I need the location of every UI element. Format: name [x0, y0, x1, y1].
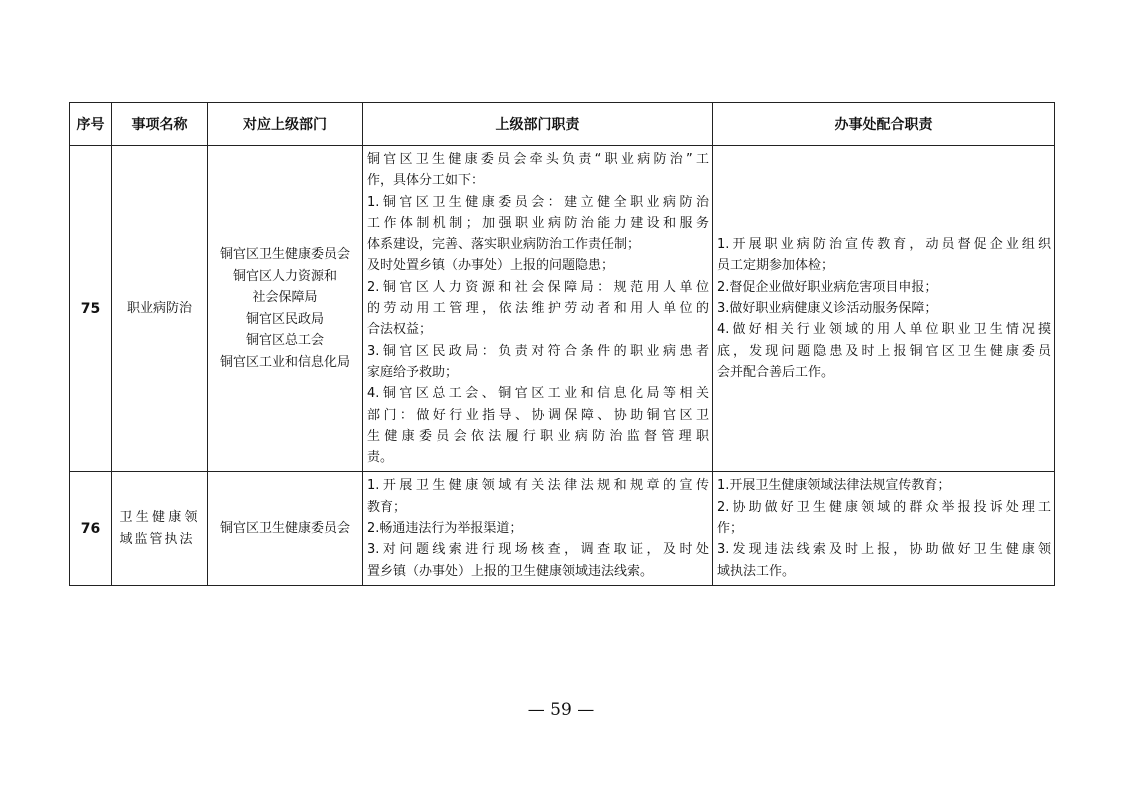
item-name: 职业病防治 [126, 300, 192, 316]
header-item-name: 事项名称 [112, 103, 208, 146]
superior-dept: 铜官区工业和信息化局 [219, 354, 350, 370]
superior-duty-line: 及时处置乡镇（办事处）上报的问题隐患； [367, 258, 615, 274]
header-row [70, 103, 1055, 146]
superior-duty-line: 置乡镇（办事处）上报的卫生健康领域违法线索。 [367, 563, 654, 579]
superior-duty-line: 3.铜官区民政局：负责对符合条件的职业病患者 [367, 343, 709, 359]
row-number: 76 [70, 472, 112, 585]
header-office-duty: 办事处配合职责 [713, 103, 1055, 146]
superior-duty-line: 责。 [367, 450, 394, 466]
superior-duty-line: 2.畅通违法行为举报渠道； [367, 521, 523, 537]
superior-duty-line: 1.铜官区卫生健康委员会：建立健全职业病防治 [367, 194, 709, 210]
superior-duty-cell [363, 472, 713, 585]
office-duty-line: 3.发现违法线索及时上报，协助做好卫生健康领 [717, 542, 1051, 558]
superior-duty-line: 家庭给予救助； [367, 364, 459, 380]
superior-duty-line: 作，具体分工如下： [367, 173, 485, 189]
office-duty-cell [713, 472, 1055, 585]
table-row [70, 146, 1055, 472]
row-number: 75 [70, 146, 112, 472]
superior-dept: 铜官区民政局 [245, 311, 324, 327]
office-duty-line: 2.督促企业做好职业病危害项目申报； [717, 279, 938, 295]
superior-duty-line: 4.铜官区总工会、铜官区工业和信息化局等相关 [367, 386, 709, 402]
superior-duty-line: 2.铜官区人力资源和社会保障局：规范用人单位 [367, 279, 709, 295]
header-superior-duty: 上级部门职责 [363, 103, 713, 146]
office-duty-line: 4.做好相关行业领域的用人单位职业卫生情况摸 [717, 322, 1051, 338]
superior-duty-line: 合法权益； [367, 322, 433, 338]
item-name-cell [112, 146, 208, 472]
office-duty-line: 3.做好职业病健康义诊活动服务保障； [717, 301, 938, 317]
superior-duty-line: 部门：做好行业指导、协调保障、协助铜官区卫 [367, 407, 709, 423]
office-duty-line: 作； [717, 521, 744, 537]
superior-dept: 铜官区卫生健康委员会 [219, 247, 350, 263]
office-duty-line: 2.协助做好卫生健康领域的群众举报投诉处理工 [717, 499, 1051, 515]
superior-duty-cell [363, 146, 713, 472]
superior-dept: 铜官区人力资源和 [232, 268, 337, 284]
office-duty-line: 底，发现问题隐患及时上报铜官区卫生健康委员 [717, 343, 1051, 359]
page-number: — 59 — [527, 700, 595, 720]
superior-dept-cell [208, 472, 363, 585]
superior-duty-line: 铜官区卫生健康委员会牵头负责“职业病防治”工 [367, 152, 709, 167]
superior-dept: 铜官区卫生健康委员会 [219, 520, 350, 536]
office-duty-line: 1.开展职业病防治宣传教育，动员督促企业组织 [717, 237, 1051, 253]
superior-duty-line: 生健康委员会依法履行职业病防治监督管理职 [367, 428, 709, 444]
superior-duty-line: 教育； [367, 499, 407, 515]
office-duty-line: 域执法工作。 [717, 563, 796, 579]
item-name: 卫生健康领域监管执法 [119, 509, 200, 547]
office-duty-line: 会并配合善后工作。 [717, 364, 835, 380]
superior-dept: 铜官区总工会 [245, 333, 324, 349]
superior-duty-line: 体系建设，完善、落实职业病防治工作责任制； [367, 237, 641, 253]
superior-dept: 社会保障局 [252, 290, 318, 306]
header-dept: 对应上级部门 [208, 103, 363, 146]
superior-duty-line: 的劳动用工管理，依法维护劳动者和用人单位的 [367, 301, 709, 317]
superior-dept-cell [208, 146, 363, 472]
office-duty-line: 1.开展卫生健康领域法律法规宣传教育； [717, 478, 951, 494]
table-row [70, 472, 1055, 585]
header-no: 序号 [70, 103, 112, 146]
duty-table [69, 102, 1055, 586]
office-duty-line: 员工定期参加体检； [717, 258, 835, 274]
office-duty-cell [713, 146, 1055, 472]
superior-duty-line: 工作体制机制；加强职业病防治能力建设和服务 [367, 215, 709, 231]
item-name-cell [112, 472, 208, 585]
superior-duty-line: 1.开展卫生健康领域有关法律法规和规章的宣传 [367, 478, 709, 494]
superior-duty-line: 3.对问题线索进行现场核查，调查取证，及时处 [367, 542, 709, 558]
